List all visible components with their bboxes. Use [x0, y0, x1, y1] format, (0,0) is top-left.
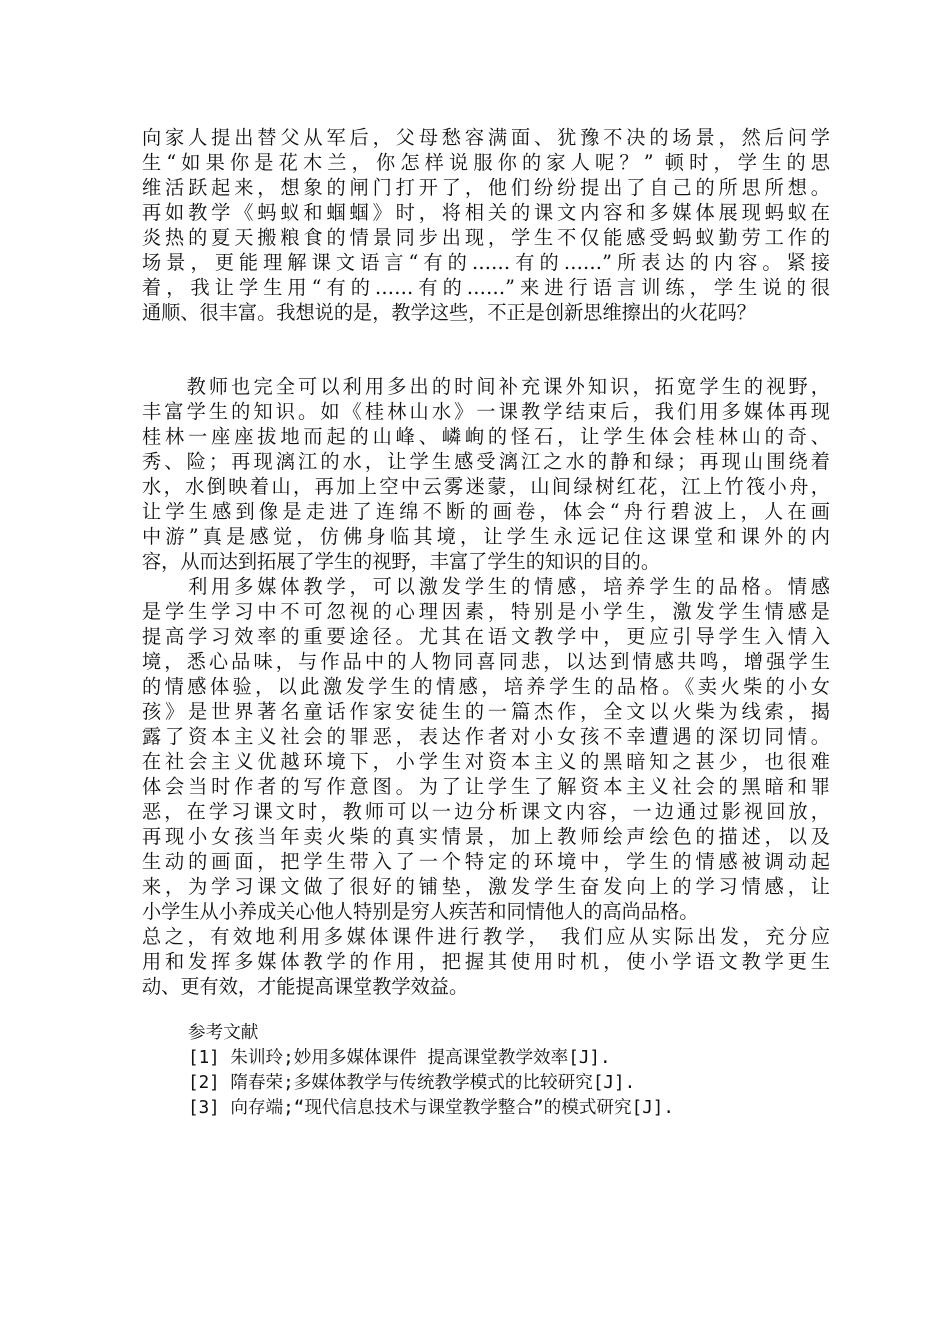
text-line: 中游”真是感觉，仿佛身临其境，让学生永远记住这课堂和课外的内: [142, 525, 830, 548]
text-line: 来，为学习课文做了很好的铺垫，激发学生奋发向上的学习情感，让: [142, 875, 830, 898]
text-line: 通顺、很丰富。我想说的是，教学这些，不正是创新思维擦出的火花吗？: [142, 301, 756, 324]
text-line: 提高学习效率的重要途径。尤其在语文教学中，更应引导学生入情入: [142, 625, 830, 648]
text-line: 秀、险；再现漓江的水，让学生感受漓江之水的静和绿；再现山围绕着: [142, 450, 830, 473]
text-line: 水，水倒映着山，再加上空中云雾迷蒙，山间绿树红花，江上竹筏小舟，: [142, 475, 830, 498]
text-line: 露了资本主义社会的罪恶，表达作者对小女孩不幸遭遇的深切同情。: [142, 725, 830, 748]
text-line: 的情感体验，以此激发学生的情感，培养学生的品格。《卖火柴的小女: [142, 675, 830, 698]
paragraph-emotion: [142, 574, 830, 999]
text-line: 场景，更能理解课文语言“有的……有的……”所表达的内容。紧接: [142, 251, 830, 274]
text-line: 体会当时作者的写作意图。为了让学生了解资本主义社会的黑暗和罪: [142, 775, 830, 798]
text-line: 再现小女孩当年卖火柴的真实情景，加上教师绘声绘色的描述，以及: [142, 825, 830, 848]
text-line: 让学生感到像是走进了连绵不断的画卷，体会“舟行碧波上，人在画: [142, 500, 830, 523]
references-heading: 参考文献: [188, 1023, 259, 1043]
text-line: 容，从而达到拓展了学生的视野，丰富了学生的知识的目的。: [142, 550, 661, 573]
text-line: 桂林一座座拔地而起的山峰、嶙峋的怪石，让学生体会桂林山的奇、: [142, 425, 830, 448]
text-line: 小学生从小养成关心他人特别是穷人疾苦和同情他人的高尚品格。: [142, 900, 699, 923]
text-line: 生动的画面，把学生带入了一个特定的环境中，学生的情感被调动起: [142, 850, 830, 873]
paragraph-mulan: [142, 125, 830, 325]
text-line: 是学生学习中不可忽视的心理因素，特别是小学生，激发学生情感是: [142, 600, 830, 623]
text-line: 维活跃起来，想象的闸门打开了，他们纷纷提出了自己的所思所想。: [142, 176, 830, 199]
text-line: 炎热的夏天搬粮食的情景同步出现，学生不仅能感受蚂蚁勤劳工作的: [142, 226, 830, 249]
reference-item: [3] 向存端;“现代信息技术与课堂教学整合”的模式研究[J].: [188, 1098, 674, 1118]
text-line: 着，我让学生用“有的……有的……”来进行语言训练，学生说的很: [142, 276, 830, 299]
text-line: 向家人提出替父从军后，父母愁容满面、犹豫不决的场景，然后问学: [142, 126, 830, 149]
text-line: 丰富学生的知识。如《桂林山水》一课教学结束后，我们用多媒体再现: [142, 400, 830, 423]
text-line: 用和发挥多媒体教学的作用，把握其使用时机，使小学语文教学更生: [142, 950, 830, 973]
references-spacer: [142, 999, 830, 1021]
reference-item: [2] 隋春荣;多媒体教学与传统教学模式的比较研究[J].: [188, 1073, 636, 1093]
text-line: 恶，在学习课文时，教师可以一边分析课文内容，一边通过影视回放，: [142, 800, 830, 823]
reference-item: [1] 朱训玲;妙用多媒体课件 提高课堂教学效率[J].: [188, 1048, 611, 1068]
paragraph-spacer: [142, 325, 830, 374]
text-line: 孩》是世界著名童话作家安徒生的一篇杰作，全文以火柴为线索，揭: [142, 700, 830, 723]
text-line: 总之，有效地利用多媒体课件进行教学， 我们应从实际出发，充分应: [142, 925, 830, 948]
text-line: 在社会主义优越环境下，小学生对资本主义的黑暗知之甚少，也很难: [142, 750, 830, 773]
document-page: [142, 125, 830, 1121]
text-line: 利用多媒体教学，可以激发学生的情感，培养学生的品格。情感: [142, 575, 830, 598]
text-line: 境，悉心品味，与作品中的人物同喜同悲，以达到情感共鸣，增强学生: [142, 650, 830, 673]
text-line: 动、更有效，才能提高课堂教学效益。: [142, 975, 469, 998]
references-section: [142, 1021, 830, 1121]
paragraph-guilin: [142, 374, 830, 574]
text-line: 再如教学《蚂蚁和蝈蝈》时，将相关的课文内容和多媒体展现蚂蚁在: [142, 201, 830, 224]
text-line: 生“如果你是花木兰，你怎样说服你的家人呢？” 顿时，学生的思: [142, 151, 830, 174]
text-line: 教师也完全可以利用多出的时间补充课外知识，拓宽学生的视野，: [142, 375, 830, 398]
